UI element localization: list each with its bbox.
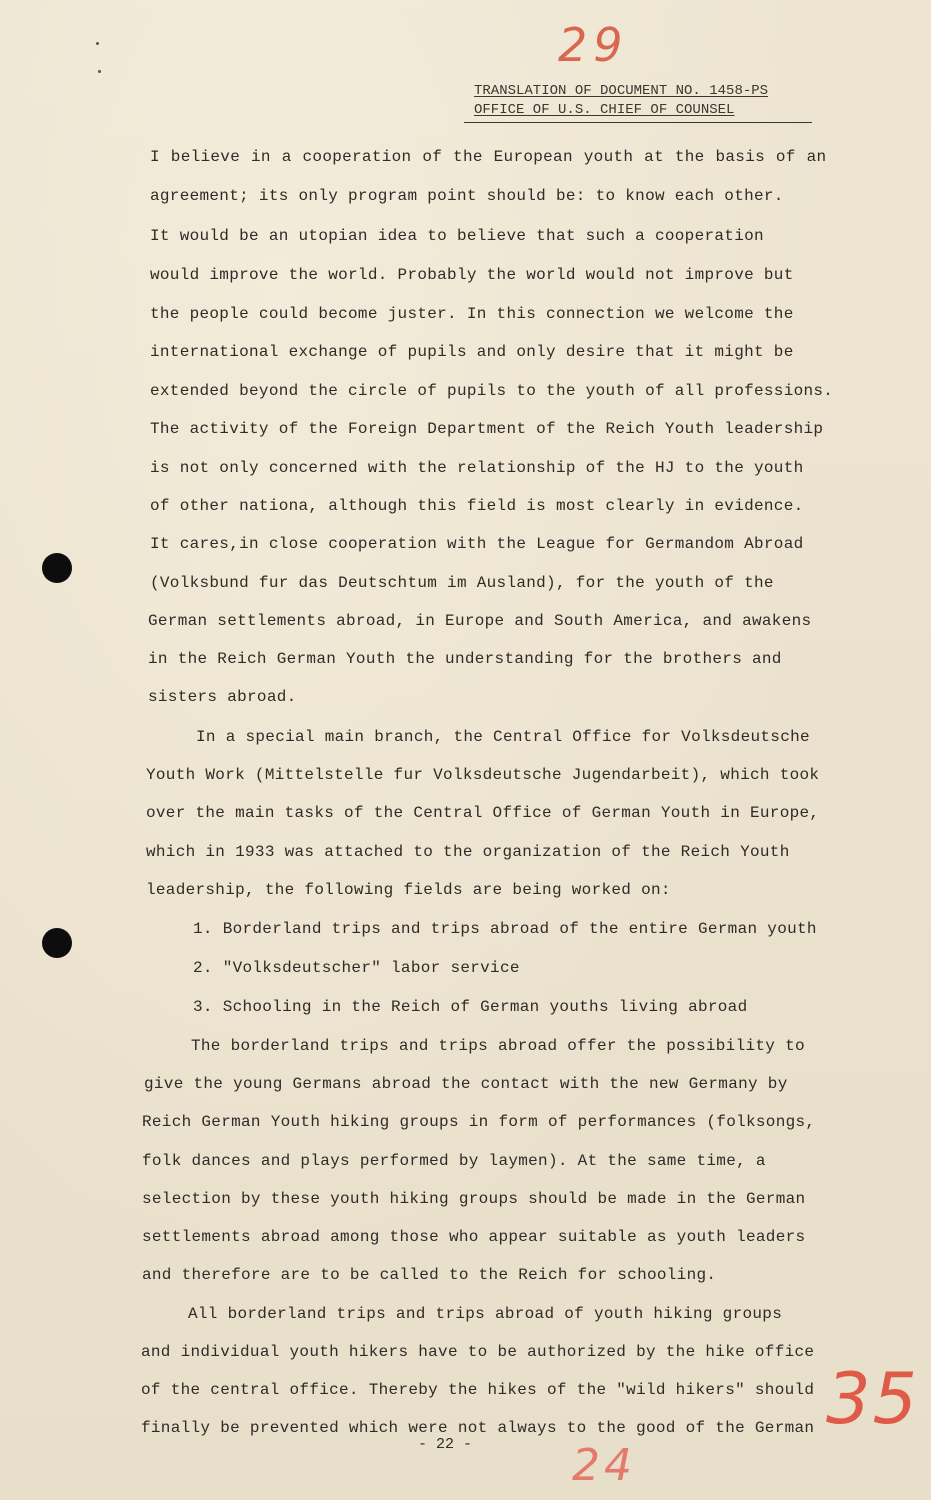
body-line: is not only concerned with the relationship of the HJ to the youth [150,459,804,477]
body-line: The activity of the Foreign Department of the Reich Youth leadership [150,420,824,438]
body-line: Youth Work (Mittelstelle fur Volksdeutsche Jugendarbeit), which took [146,766,820,784]
paper-speck [98,70,101,73]
body-line: The borderland trips and trips abroad offer the possibility to [191,1037,805,1055]
body-line: Reich German Youth hiking groups in form of performances (folksongs, [142,1113,816,1131]
body-line: German settlements abroad, in Europe and South America, and awakens [148,612,812,630]
body-line: international exchange of pupils and only desire that it might be [150,343,794,361]
body-line: All borderland trips and trips abroad of youth hiking groups [188,1305,783,1323]
body-line: (Volksbund fur das Deutschtum im Ausland), for the youth of the [150,574,774,592]
body-line: agreement; its only program point should be: to know each other. [150,187,784,205]
body-line: In a special main branch, the Central Office for Volksdeutsche [196,728,810,746]
body-line: give the young Germans abroad the contact with the new Germany by [144,1075,788,1093]
list-item: 3. Schooling in the Reich of German youths living abroad [193,998,748,1016]
body-line: leadership, the following fields are being worked on: [146,881,671,899]
list-item: 1. Borderland trips and trips abroad of the entire German youth [193,920,817,938]
list-item: 2. "Volksdeutscher" labor service [193,959,520,977]
body-line: would improve the world. Probably the world would not improve but [150,266,794,284]
body-line: It would be an utopian idea to believe that such a cooperation [150,227,764,245]
paper-speck [96,42,99,45]
body-line: I believe in a cooperation of the European youth at the basis of an [150,148,827,166]
body-line: and therefore are to be called to the Reich for schooling. [142,1266,717,1284]
body-line: which in 1933 was attached to the organization of the Reich Youth [146,843,790,861]
punch-hole [42,928,72,958]
body-line: in the Reich German Youth the understanding for the brothers and [148,650,782,668]
handwritten-number-top: 29 [558,18,629,72]
body-line: over the main tasks of the Central Office of German Youth in Europe, [146,804,820,822]
body-line: folk dances and plays performed by laymen). At the same time, a [142,1152,766,1170]
page-number: - 22 - [418,1436,473,1453]
body-line: settlements abroad among those who appear suitable as youth leaders [142,1228,806,1246]
body-line: It cares,in close cooperation with the League for Germandom Abroad [150,535,804,553]
body-line: sisters abroad. [148,688,297,706]
body-line: and individual youth hikers have to be authorized by the hike office [141,1343,815,1361]
header-line-1: TRANSLATION OF DOCUMENT NO. 1458-PS [474,83,769,99]
handwritten-number-bottom: 24 [572,1440,636,1491]
body-line: extended beyond the circle of pupils to the youth of all professions. [150,382,834,400]
body-line: selection by these youth hiking groups should be made in the German [142,1190,806,1208]
handwritten-number-right: 35 [826,1358,920,1440]
punch-hole [42,553,72,583]
body-line: the people could become juster. In this connection we welcome the [150,305,794,323]
header-line-2: OFFICE OF U.S. CHIEF OF COUNSEL [474,102,735,118]
body-line: of other nationa, although this field is most clearly in evidence. [150,497,804,515]
body-line: of the central office. Thereby the hikes of the "wild hikers" should [141,1381,815,1399]
body-line: finally be prevented which were not always to the good of the German [141,1419,815,1437]
document-header [464,82,812,123]
